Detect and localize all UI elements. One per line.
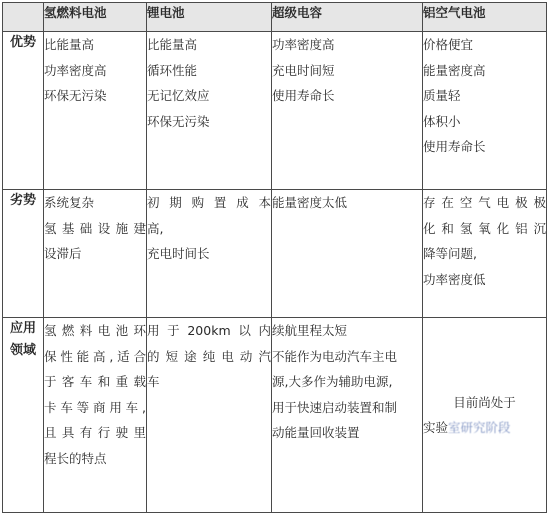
text-line: 车 xyxy=(147,374,160,389)
text-line: 设滞后 xyxy=(44,246,82,261)
text-line: 高, xyxy=(147,220,164,236)
text-line: 体积小 xyxy=(423,113,461,129)
text-line: 质量轻 xyxy=(423,88,461,103)
text-line: 充电时间长 xyxy=(147,246,210,261)
text-line: 不能作为电动汽车主电 xyxy=(272,348,398,364)
row-header-applications xyxy=(3,318,44,513)
text-line: 功率密度高 xyxy=(272,37,335,52)
text-line: 初期购置成本 xyxy=(147,195,271,210)
text-line: 于客车和重载 xyxy=(44,374,146,389)
text-line: 功率密度低 xyxy=(423,271,486,287)
table-row-advantages xyxy=(3,32,547,190)
text-line: 环保无污染 xyxy=(44,88,107,103)
text-line: 用于200km以内 xyxy=(147,323,271,338)
column-header-supercapacitor: 超级电容 xyxy=(272,3,423,32)
cell-applications-aluminum-air xyxy=(423,318,547,513)
table-row-disadvantages xyxy=(3,190,547,318)
blurred-text: 室研究阶段 xyxy=(448,420,511,435)
row-header-disadvantages: 劣势 xyxy=(3,190,44,318)
text-line: 且具有行驶里 xyxy=(44,425,146,440)
header-row xyxy=(3,3,547,32)
cell-advantages-lithium xyxy=(147,32,272,190)
text-line: 动能量回收装置 xyxy=(272,425,360,440)
text-line: 比能量高 xyxy=(44,37,95,52)
text-line: 充电时间短 xyxy=(272,62,335,78)
text-line: 用于快速启动装置和制 xyxy=(272,399,398,415)
text-line: 环保无污染 xyxy=(147,113,210,129)
text-line: 价格便宜 xyxy=(423,37,474,52)
text-line: 比能量高 xyxy=(147,37,198,52)
text-line: 卡车等商用车, xyxy=(44,399,146,415)
cell-disadvantages-lithium xyxy=(147,190,272,318)
text-line: 的短途纯电动汽 xyxy=(147,348,271,364)
row-header-line: 应用 xyxy=(9,321,36,336)
text-line: 续航里程太短 xyxy=(272,323,348,338)
text-line: 循环性能 xyxy=(147,62,198,78)
text-line: 氢基础设施建 xyxy=(44,220,146,236)
text-line: 氢燃料电池环 xyxy=(44,323,146,338)
text-line: 存在空气电极极 xyxy=(423,195,546,210)
cell-disadvantages-supercapacitor xyxy=(272,190,423,318)
cell-disadvantages-aluminum-air xyxy=(423,190,547,318)
cell-applications-hydrogen xyxy=(44,318,147,513)
text-line: 化和氢氧化铝沉 xyxy=(423,220,546,236)
column-header-lithium: 锂电池 xyxy=(147,3,272,32)
row-header-line: 领域 xyxy=(9,343,36,358)
cell-applications-lithium xyxy=(147,318,272,513)
text-line: 无记忆效应 xyxy=(147,88,210,103)
text-line: 能量密度高 xyxy=(423,62,486,78)
table-row-applications xyxy=(3,318,547,513)
text-line: 系统复杂 xyxy=(44,195,95,210)
text-line: 降等问题, xyxy=(423,246,477,261)
text-line: 保性能高,适合 xyxy=(44,348,146,364)
cell-applications-supercapacitor xyxy=(272,318,423,513)
cell-advantages-supercapacitor xyxy=(272,32,423,190)
text-line: 源,大多作为辅助电源, xyxy=(272,374,393,389)
text-line: 使用寿命长 xyxy=(423,139,486,154)
cell-advantages-aluminum-air xyxy=(423,32,547,190)
cell-disadvantages-hydrogen xyxy=(44,190,147,318)
battery-comparison-table xyxy=(2,2,547,513)
column-header-aluminum-air: 铝空气电池 xyxy=(423,3,547,32)
text-line: 实验 xyxy=(423,420,449,435)
text-line: 使用寿命长 xyxy=(272,88,335,103)
text-line: 程长的特点 xyxy=(44,450,107,466)
text-line: 功率密度高 xyxy=(44,62,107,78)
column-header-hydrogen: 氢燃料电池 xyxy=(44,3,147,32)
row-header-advantages: 优势 xyxy=(3,32,44,190)
cell-advantages-hydrogen xyxy=(44,32,147,190)
text-line: 目前尚处于 xyxy=(453,394,516,410)
corner-cell xyxy=(3,3,44,32)
text-line: 能量密度太低 xyxy=(272,195,348,210)
